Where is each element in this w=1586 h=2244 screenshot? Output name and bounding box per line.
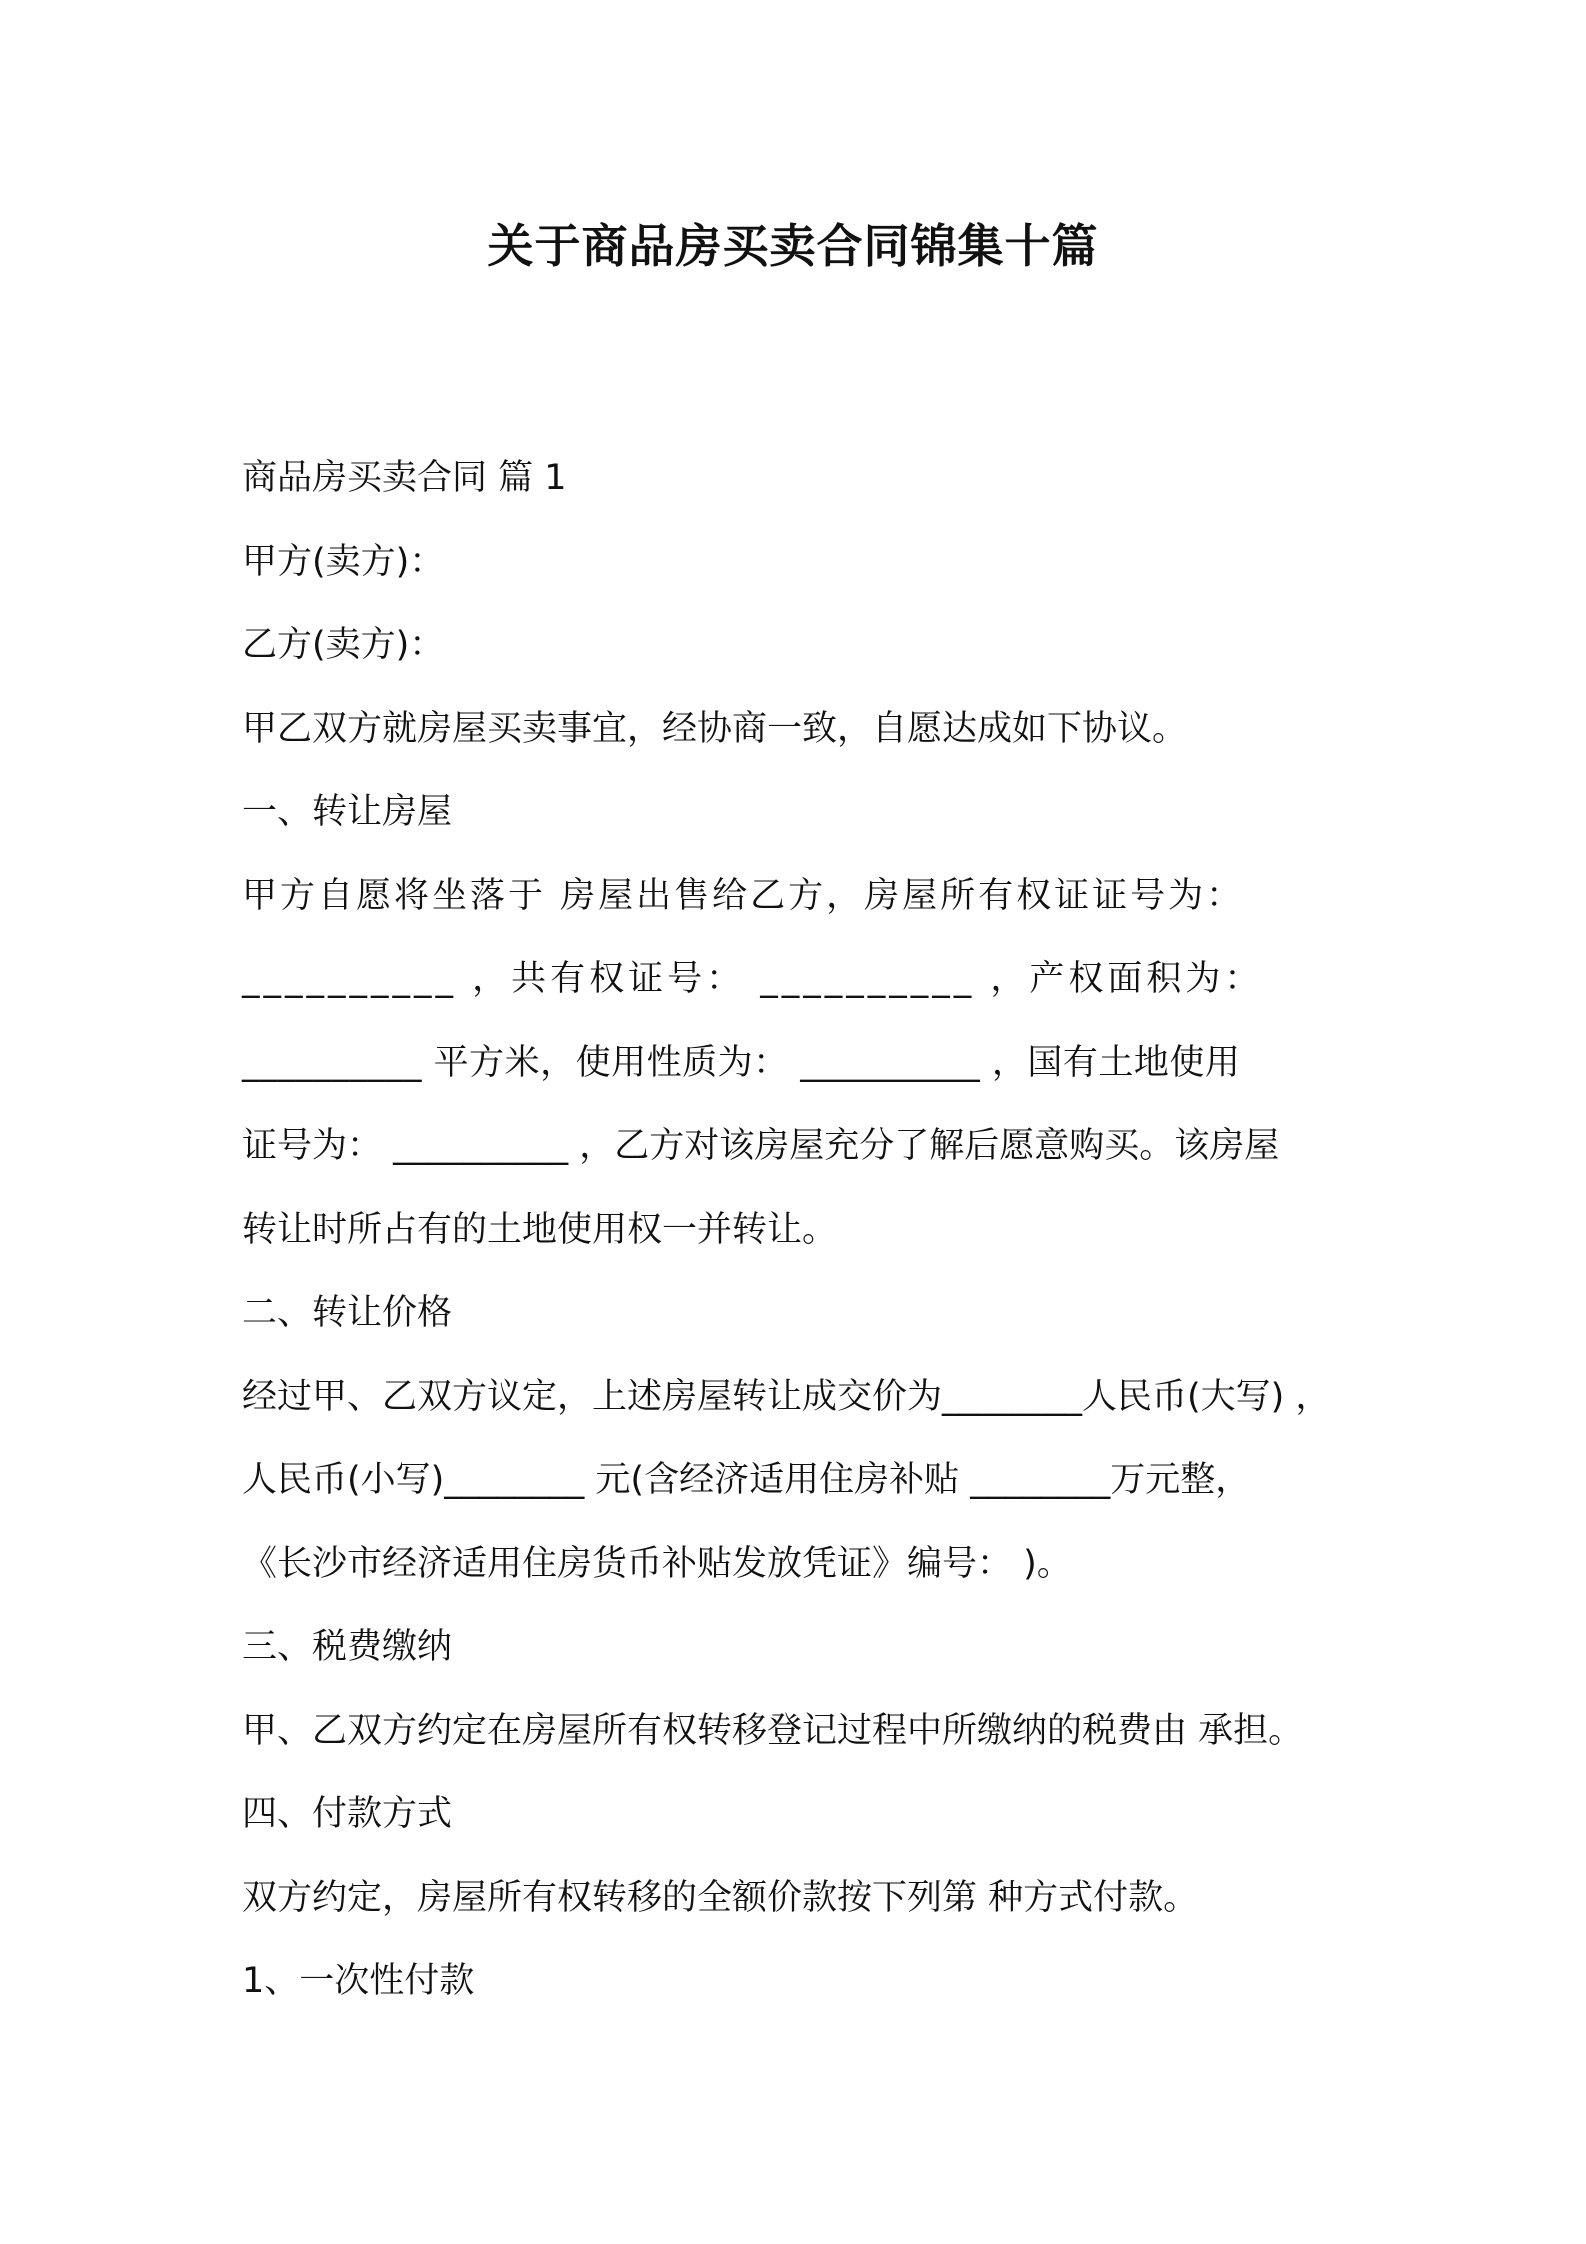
section-heading: 商品房买卖合同 篇 1 bbox=[242, 458, 567, 498]
document-title: 关于商品房买卖合同锦集十篇 bbox=[487, 219, 1099, 273]
paragraph-line: 经过甲、乙双方议定，上述房屋转让成交价为________人民币(大写) ， bbox=[242, 1376, 1331, 1417]
paragraph-line: 《长沙市经济适用住房货币补贴发放凭证》编号： )。 bbox=[242, 1543, 1072, 1584]
clause-heading: 一、转让房屋 bbox=[242, 792, 453, 832]
sub-clause-heading: 1、一次性付款 bbox=[242, 1961, 475, 2001]
paragraph-line: __________ ，共有权证号： __________ ，产权面积为： bbox=[242, 959, 1264, 999]
paragraph-line: 甲方自愿将坐落于 房屋出售给乙方，房屋所有权证证号为： bbox=[242, 875, 1245, 916]
paragraph-line: 双方约定，房屋所有权转移的全额价款按下列第 种方式付款。 bbox=[242, 1877, 1199, 1918]
party-b-line: 乙方(卖方)： bbox=[242, 625, 445, 665]
clause-heading: 四、付款方式 bbox=[242, 1794, 453, 1834]
party-a-line: 甲方(卖方)： bbox=[242, 541, 445, 582]
document-body bbox=[242, 446, 1362, 2033]
clause-heading: 三、税费缴纳 bbox=[242, 1627, 453, 1667]
paragraph-line: __________ 平方米，使用性质为： __________ ，国有土地使用 bbox=[242, 1042, 1241, 1083]
clause-heading: 二、转让价格 bbox=[242, 1293, 453, 1333]
paragraph-line: 甲乙双方就房屋买卖事宜，经协商一致，自愿达成如下协议。 bbox=[242, 708, 1188, 749]
paragraph-line: 证号为： __________ ，乙方对该房屋充分了解后愿意购买。该房屋 bbox=[242, 1126, 1280, 1166]
paragraph-line: 转让时所占有的土地使用权一并转让。 bbox=[242, 1209, 838, 1250]
paragraph-line: 甲、乙双方约定在房屋所有权转移登记过程中所缴纳的税费由 承担。 bbox=[242, 1710, 1304, 1751]
paragraph-line: 人民币(小写)________ 元(含经济适用住房补贴 ________万元整， bbox=[242, 1460, 1251, 1500]
